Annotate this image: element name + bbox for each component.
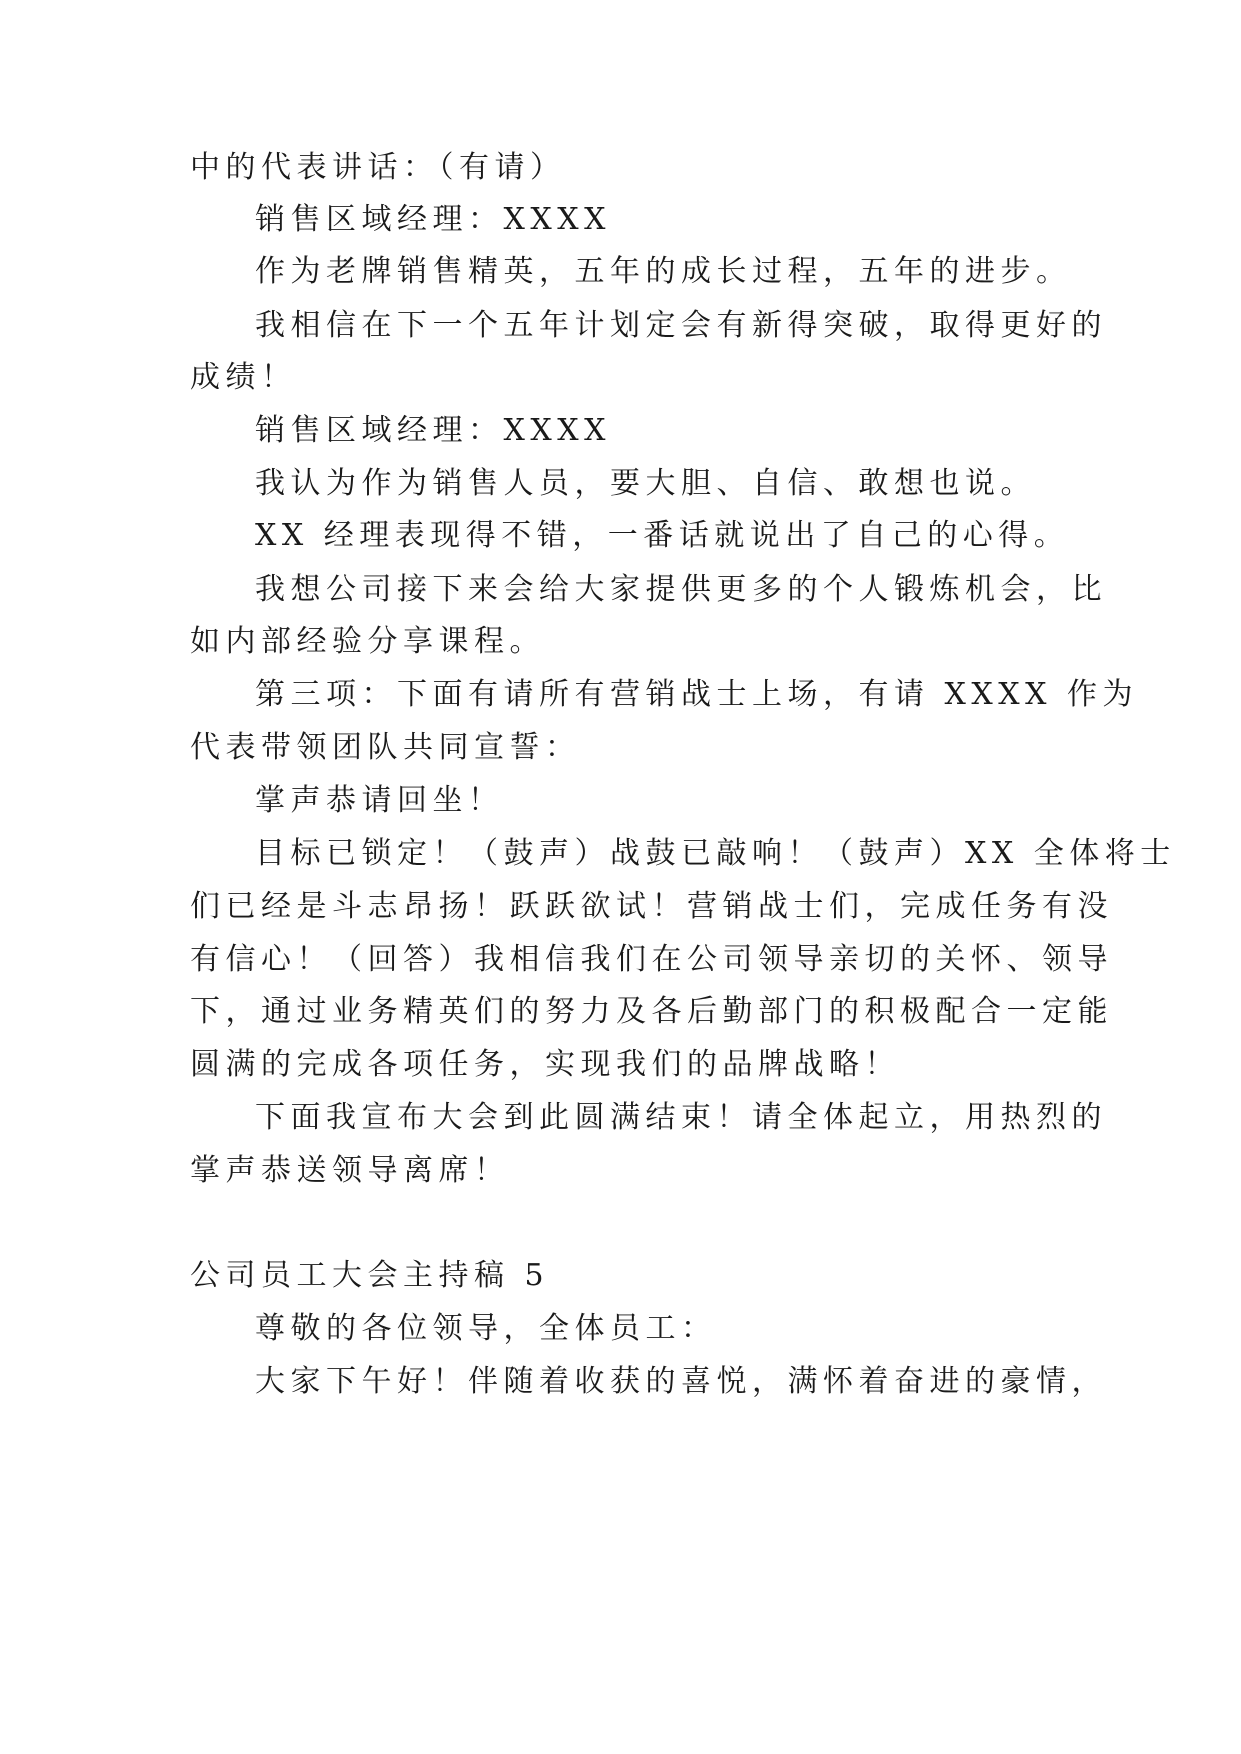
- section-heading: 公司员工大会主持稿 5: [190, 1258, 550, 1293]
- text-line: 销售区域经理：XXXX: [255, 413, 611, 448]
- text-line: 掌声恭请回坐！: [255, 783, 504, 818]
- text-line: 销售区域经理：XXXX: [255, 202, 611, 237]
- text-line: 我认为作为销售人员，要大胆、自信、敢想也说。: [255, 466, 1036, 501]
- text-line: 成绩！: [190, 360, 297, 395]
- text-line: 我相信在下一个五年计划定会有新得突破，取得更好的: [255, 308, 1107, 343]
- text-line: 尊敬的各位领导，全体员工：: [255, 1311, 717, 1346]
- text-line: 们已经是斗志昂扬！跃跃欲试！营销战士们，完成任务有没: [190, 889, 1113, 924]
- text-line: 我想公司接下来会给大家提供更多的个人锻炼机会，比: [255, 572, 1107, 607]
- text-line: 作为老牌销售精英，五年的成长过程，五年的进步。: [255, 254, 1072, 289]
- text-line: 下，通过业务精英们的努力及各后勤部门的积极配合一定能: [190, 994, 1113, 1029]
- text-line: XX 经理表现得不错，一番话就说出了自己的心得。: [255, 518, 1070, 553]
- text-line: 有信心！（回答）我相信我们在公司领导亲切的关怀、领导: [190, 942, 1113, 977]
- text-line: 目标已锁定！（鼓声）战鼓已敲响！（鼓声）XX 全体将士: [255, 836, 1176, 871]
- text-line: 如内部经验分享课程。: [190, 624, 545, 659]
- text-line: 第三项：下面有请所有营销战士上场，有请 XXXX 作为: [255, 677, 1139, 712]
- text-line: 下面我宣布大会到此圆满结束！请全体起立，用热烈的: [255, 1100, 1107, 1135]
- text-line: 代表带领团队共同宣誓：: [190, 730, 581, 765]
- text-line: 掌声恭送领导离席！: [190, 1153, 510, 1188]
- text-line: 圆满的完成各项任务，实现我们的品牌战略！: [190, 1047, 900, 1082]
- text-line: 大家下午好！伴随着收获的喜悦，满怀着奋进的豪情，: [255, 1364, 1107, 1399]
- text-line: 中的代表讲话：（有请）: [190, 150, 566, 185]
